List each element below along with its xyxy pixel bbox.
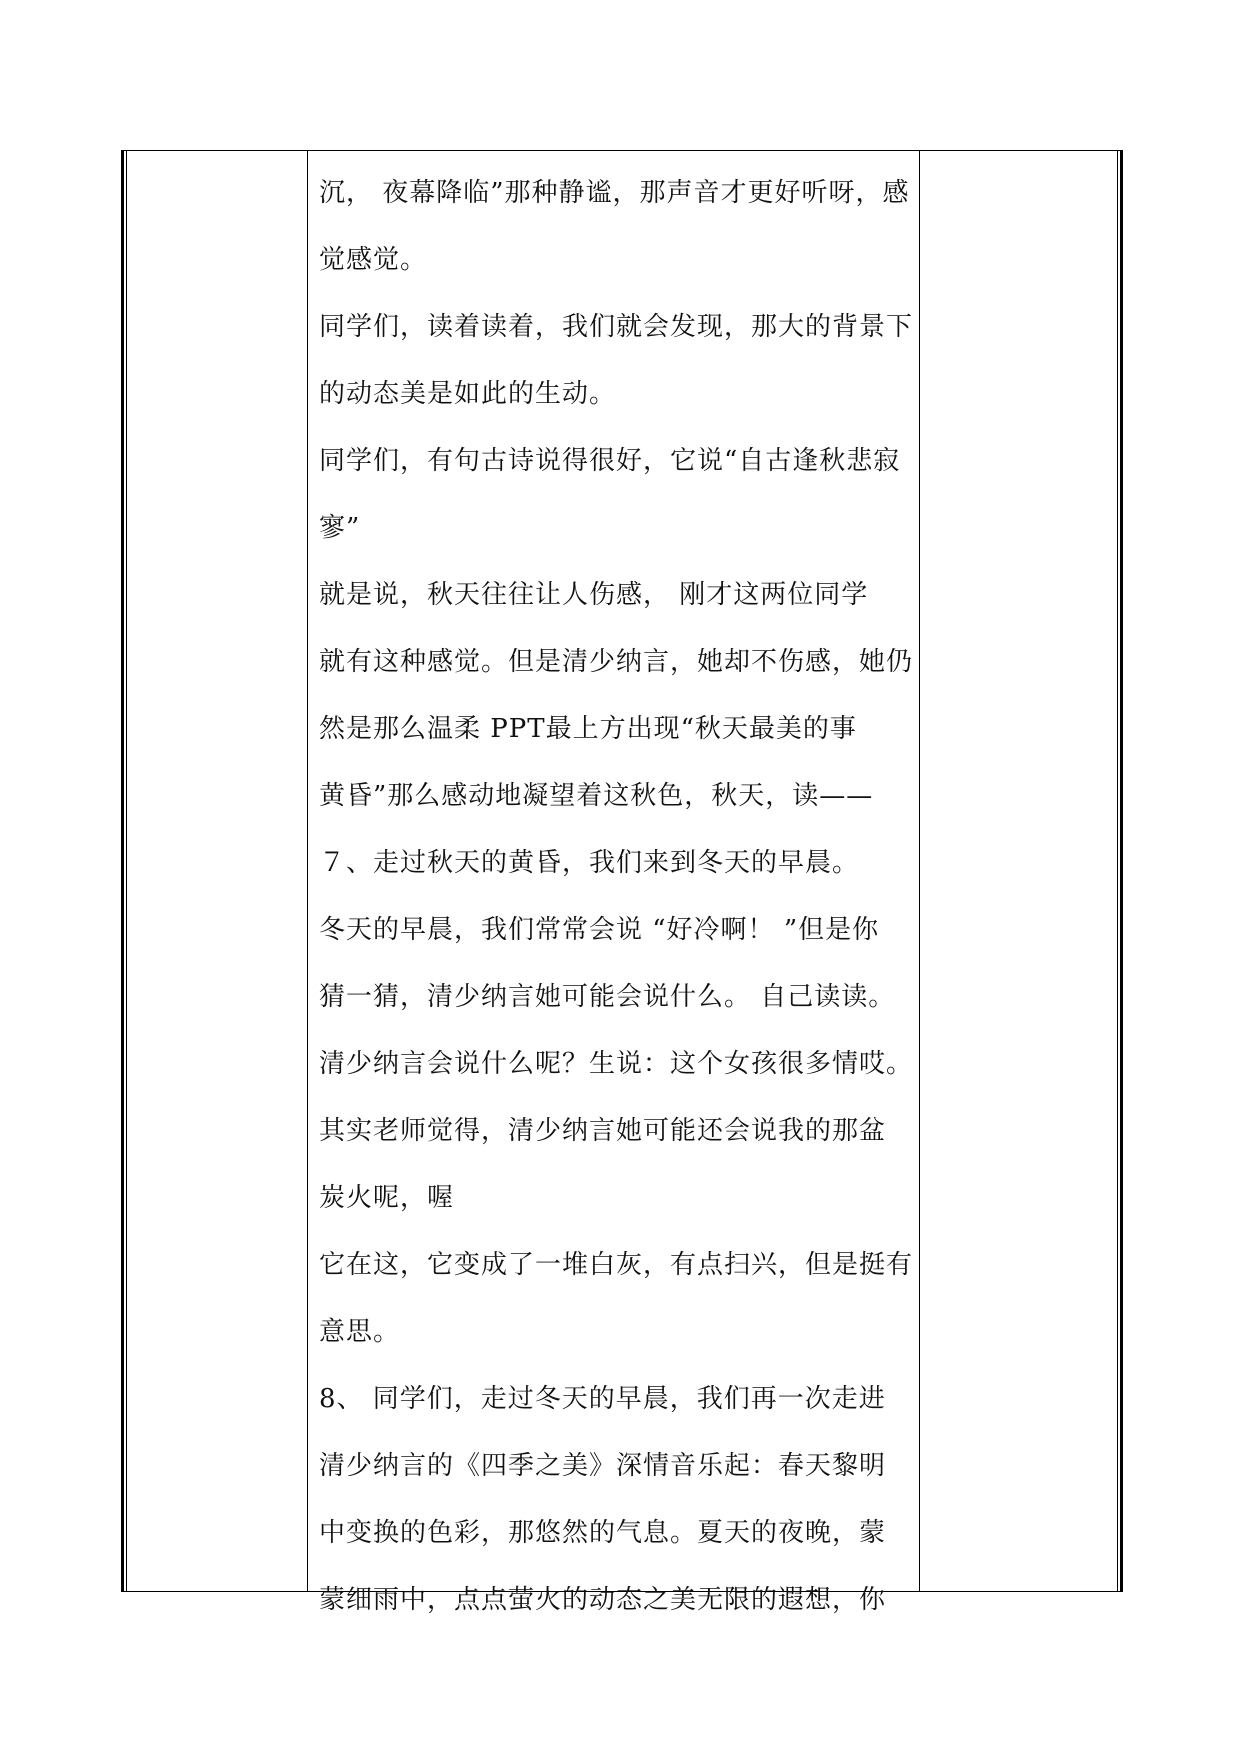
table-border-left bbox=[121, 150, 124, 1592]
text-line: 黄昏”那么感动地凝望着这秋色，秋天，读—— bbox=[319, 781, 874, 811]
text-line: ７、走过秋天的黄昏，我们来到冬天的早晨。 bbox=[319, 848, 860, 878]
text-line: 同学们，有句古诗说得很好，它说“自古逢秋悲寂 bbox=[319, 446, 901, 476]
text-line: 清少纳言会说什么呢？生说：这个女孩很多情哎。 bbox=[319, 1049, 914, 1079]
text-line: 意思。 bbox=[319, 1317, 401, 1347]
text-line: 蒙细雨中，点点萤火的动态之美无限的遐想，你 bbox=[319, 1585, 887, 1615]
text-line: 同学们，读着读着，我们就会发现，那大的背景下 bbox=[319, 312, 914, 342]
text-line: 然是那么温柔 PPT最上方出现“秋天最美的事 bbox=[319, 714, 857, 744]
text-line: 就有这种感觉。但是清少纳言，她却不伤感，她仍 bbox=[319, 647, 914, 677]
text-line: 猜一猜，清少纳言她可能会说什么。 自己读读。 bbox=[319, 982, 896, 1012]
lesson-content-cell bbox=[319, 160, 919, 1634]
text-line: 其实老师觉得，清少纳言她可能还会说我的那盆 bbox=[319, 1116, 887, 1146]
text-line: 炭火呢，喔 bbox=[319, 1183, 455, 1213]
text-line: 就是说，秋天往往让人伤感， 刚才这两位同学 bbox=[319, 580, 869, 610]
lesson-table bbox=[121, 150, 1123, 1615]
text-line: 寥” bbox=[319, 513, 361, 543]
text-line: 冬天的早晨，我们常常会说 “好冷啊！ ”但是你 bbox=[319, 915, 880, 945]
text-line: 清少纳言的《四季之美》深情音乐起：春天黎明 bbox=[319, 1451, 887, 1481]
text-line: 中变换的色彩，那悠然的气息。夏天的夜晚，蒙 bbox=[319, 1518, 887, 1548]
text-line: 的动态美是如此的生动。 bbox=[319, 379, 617, 409]
column-divider-left bbox=[307, 150, 308, 1592]
table-border-right bbox=[1120, 150, 1123, 1592]
text-line: 沉， 夜幕降临”那种静谧，那声音才更好听呀，感 bbox=[319, 178, 910, 208]
text-line: 它在这，它变成了一堆白灰，有点扫兴，但是挺有 bbox=[319, 1250, 914, 1280]
left-column-cell bbox=[127, 151, 307, 1591]
right-column-cell bbox=[920, 151, 1116, 1591]
text-line: 8、 同学们，走过冬天的早晨，我们再一次走进 bbox=[319, 1384, 886, 1414]
text-line: 觉感觉。 bbox=[319, 245, 428, 275]
table-border-right-inner bbox=[1117, 150, 1118, 1592]
